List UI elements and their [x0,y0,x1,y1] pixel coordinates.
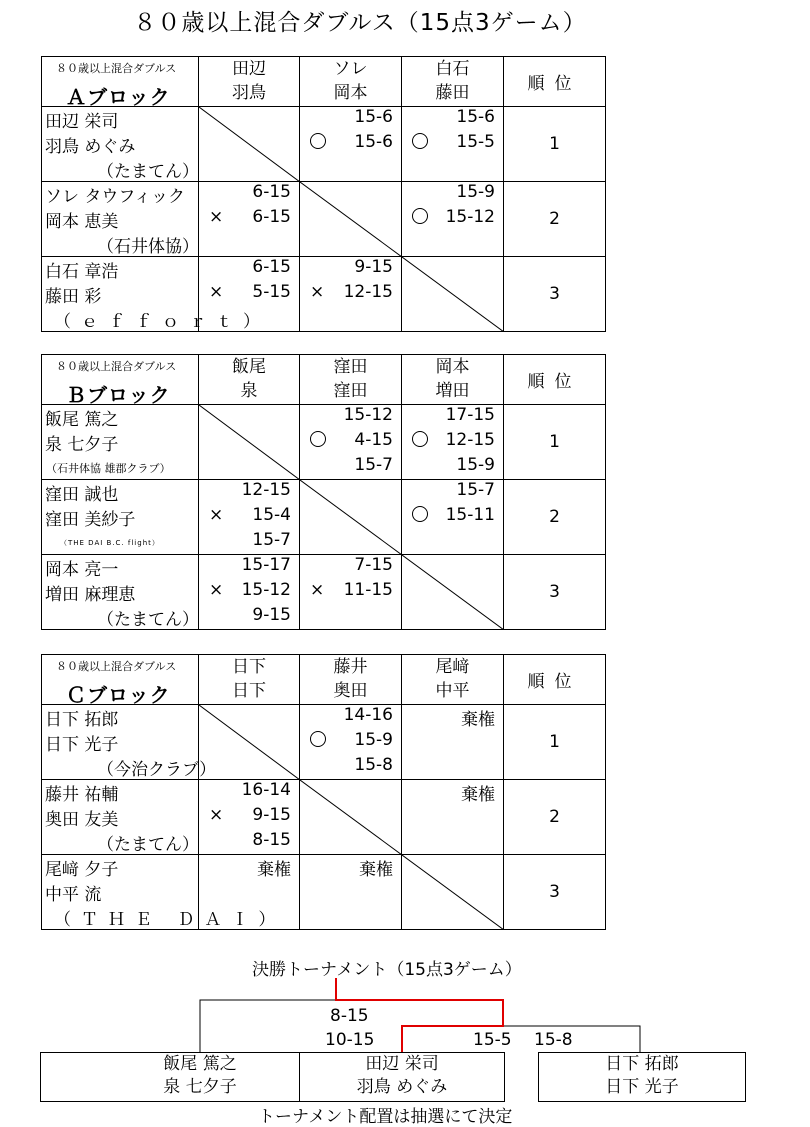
player-name: 奥田 友美 [45,810,119,830]
rank-header: 順位 [504,57,606,107]
game-score: 棄権 [461,710,495,730]
opponent-name: 中平 [435,681,470,701]
player-affiliation: （ｅｆｆｏｒｔ） [54,312,270,332]
page-title: ８０歳以上混合ダブルス（15点3ゲーム） [133,10,587,36]
game-score: 棄権 [461,785,495,805]
game-score: 15-6 [354,132,393,152]
game-score: 8-15 [252,830,291,850]
rank-header: 順位 [504,355,606,405]
game-score: 15-7 [456,480,495,500]
game-score: 12-15 [241,480,291,500]
semi-score-2: 15-8 [534,1030,573,1050]
game-score: 16-14 [241,780,291,800]
game-score: 15-12 [445,207,495,227]
event-label: ８０歳以上混合ダブルス [56,360,177,373]
game-score: 12-15 [445,430,495,450]
game-score: 9-15 [252,805,291,825]
opponent-name: 増田 [435,381,470,401]
game-score: 9-15 [252,605,291,625]
final-score-2: 10-15 [325,1030,375,1050]
opponent-name: 日下 [232,681,266,701]
game-score: 15-7 [252,530,291,550]
loss-mark: × [209,282,224,302]
player-affiliation: （たまてん） [97,162,199,182]
game-score: 4-15 [354,430,393,450]
opponent-name: 泉 [240,381,258,401]
player-affiliation: （ＴＨＥ ＤＡＩ） [54,910,286,930]
opponent-name: 飯尾 [232,357,266,377]
final-team-box-3 [538,1052,746,1102]
player-affiliation: （今治クラブ） [97,760,217,780]
game-score: 15-17 [241,555,291,575]
game-score: 15-8 [354,755,393,775]
loss-mark: × [310,580,325,600]
game-score: 17-15 [445,405,495,425]
player-name: ソレ タウフィック [45,187,186,207]
player-name: 尾﨑 夕子 [45,860,119,880]
player-affiliation: （石井体協） [97,237,199,257]
event-label: ８０歳以上混合ダブルス [56,660,177,673]
opponent-name: 奥田 [333,681,368,701]
player-affiliation: （THE DAI B.C. flight） [60,539,160,547]
opponent-name: 尾﨑 [435,657,470,677]
game-score: 15-9 [354,730,393,750]
loss-mark: × [209,207,224,227]
final-tournament-title: 決勝トーナメント（15点3ゲーム） [252,960,522,980]
team-player: 日下 光子 [605,1077,679,1097]
player-name: 岡本 恵美 [45,212,119,232]
opponent-name: 白石 [435,59,470,79]
game-score: 7-15 [354,555,393,575]
game-score: 15-5 [456,132,495,152]
block-name: Ａブロック [66,85,171,109]
game-score: 15-6 [456,107,495,127]
opponent-name: 藤井 [333,657,368,677]
player-affiliation: （たまてん） [97,835,199,855]
player-name: 藤井 祐輔 [45,785,119,805]
event-label: ８０歳以上混合ダブルス [56,62,177,75]
player-name: 泉 七夕子 [45,435,119,455]
player-name: 岡本 亮一 [45,560,119,580]
final-team-box-2 [299,1052,505,1102]
game-score: 9-15 [354,257,393,277]
player-name: 田辺 栄司 [45,112,119,132]
player-name: 日下 拓郎 [45,710,119,730]
block-name: Ｂブロック [66,383,171,407]
loss-mark: × [209,505,224,525]
game-score: 14-16 [343,705,393,725]
player-affiliation: （たまてん） [97,610,199,630]
rank-value: 2 [504,780,606,855]
opponent-name: 田辺 [232,59,266,79]
game-score: 15-9 [456,455,495,475]
opponent-name: 日下 [232,657,266,677]
opponent-name: 岡本 [435,357,470,377]
team-player: 田辺 栄司 [365,1054,439,1074]
team-player: 飯尾 篤之 [163,1054,237,1074]
player-name: 白石 章浩 [45,262,119,282]
game-score: 15-12 [343,405,393,425]
loss-mark: × [209,805,224,825]
player-affiliation: （石井体協 雄郡クラブ） [46,462,171,475]
opponent-name: 窪田 [333,357,368,377]
game-score: 棄権 [359,860,393,880]
player-name: 飯尾 篤之 [45,410,119,430]
player-name: 窪田 美紗子 [45,510,136,530]
game-score: 6-15 [252,182,291,202]
game-score: 6-15 [252,207,291,227]
loss-mark: × [209,580,224,600]
block-name: Ｃブロック [66,683,171,707]
game-score: 6-15 [252,257,291,277]
rank-value: 3 [504,257,606,332]
rank-value: 1 [504,705,606,780]
game-score: 15-7 [354,455,393,475]
rank-value: 2 [504,182,606,257]
game-score: 15-9 [456,182,495,202]
rank-value: 1 [504,107,606,182]
opponent-name: 羽鳥 [232,83,266,103]
opponent-name: 窪田 [333,381,368,401]
game-score: 11-15 [343,580,393,600]
opponent-name: 岡本 [333,83,368,103]
rank-header: 順位 [504,655,606,705]
player-name: 窪田 誠也 [45,485,119,505]
game-score: 15-12 [241,580,291,600]
tournament-note: トーナメント配置は抽選にて決定 [258,1107,513,1127]
opponent-name: 藤田 [435,83,470,103]
final-score-1: 8-15 [330,1006,369,1026]
rank-value: 1 [504,405,606,480]
game-score: 15-11 [445,505,495,525]
game-score: 12-15 [343,282,393,302]
semi-score-1: 15-5 [473,1030,512,1050]
player-name: 増田 麻理恵 [45,585,136,605]
game-score: 15-6 [354,107,393,127]
team-player: 羽鳥 めぐみ [356,1077,448,1097]
rank-value: 3 [504,855,606,930]
team-player: 泉 七夕子 [163,1077,237,1097]
game-score: 15-4 [252,505,291,525]
player-name: 藤田 彩 [45,287,102,307]
game-score: 5-15 [252,282,291,302]
player-name: 羽鳥 めぐみ [45,137,136,157]
player-name: 中平 流 [45,885,102,905]
rank-value: 2 [504,480,606,555]
game-score: 棄権 [257,860,291,880]
rank-value: 3 [504,555,606,630]
loss-mark: × [310,282,325,302]
opponent-name: ソレ [333,59,368,79]
team-player: 日下 拓郎 [605,1054,679,1074]
player-name: 日下 光子 [45,735,119,755]
bracket-left-line [200,1000,336,1052]
